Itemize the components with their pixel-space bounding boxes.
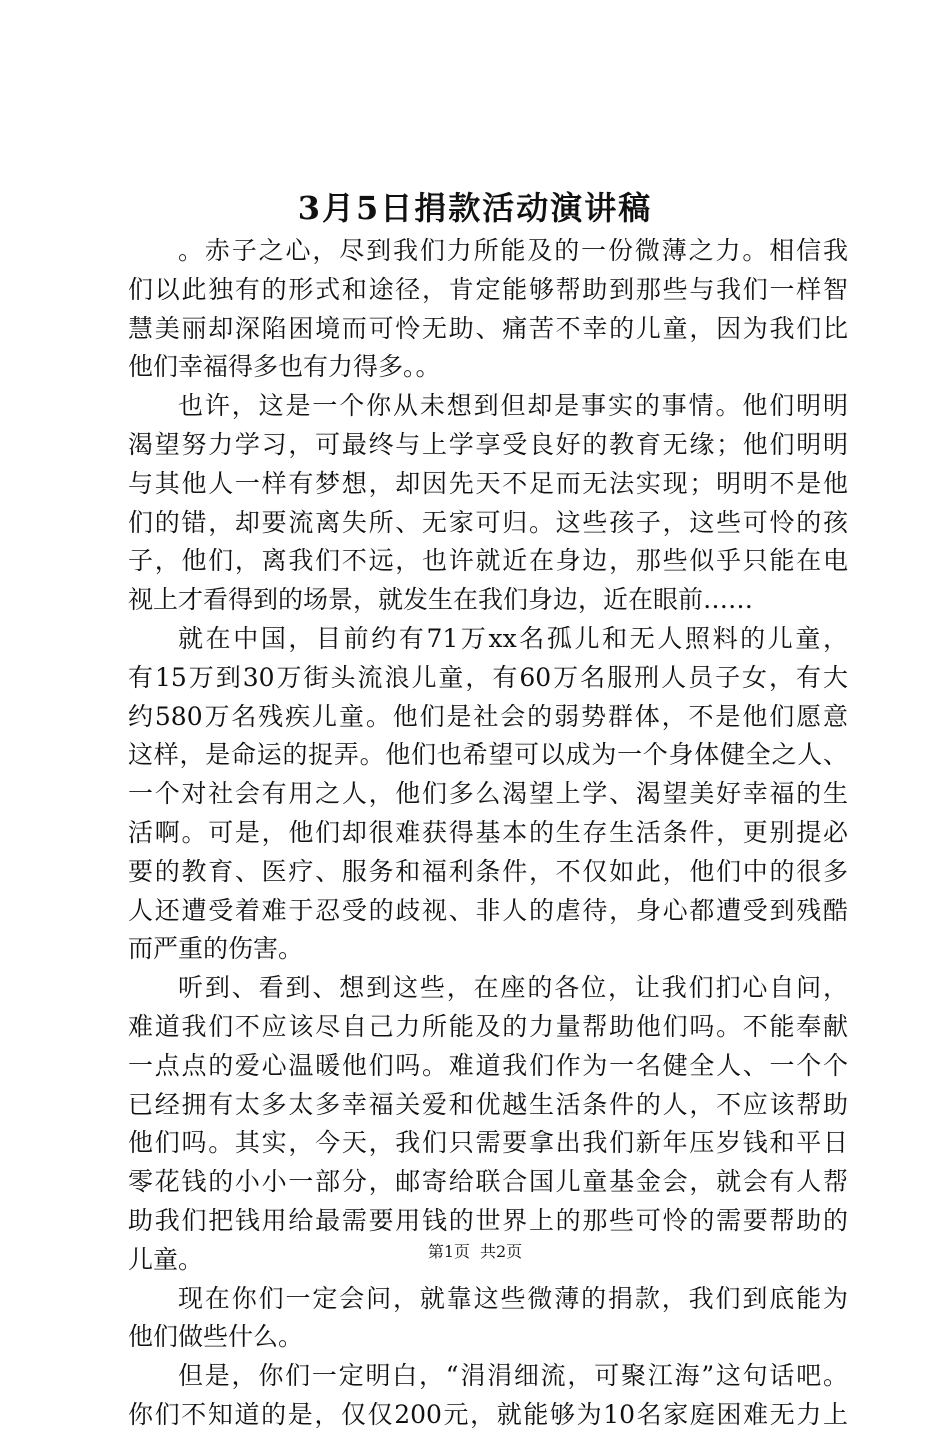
paragraph-line: 难道我们不应该尽自己力所能及的力量帮助他们吗。不能奉献: [128, 1011, 848, 1041]
page-footer: [0, 1240, 950, 1264]
paragraph-line: 有15万到30万街头流浪儿童，有60万名服刑人员子女，有大: [128, 662, 848, 692]
paragraph-line: 慧美丽却深陷困境而可怜无助、痛苦不幸的儿童，因为我们比: [128, 313, 848, 343]
paragraph-line: 助我们把钱用给最需要用钱的世界上的那些可怜的需要帮助的: [128, 1205, 848, 1235]
paragraph-line: 一点点的爱心温暖他们吗。难道我们作为一名健全人、一个个: [128, 1050, 848, 1080]
paragraph-line: 你们不知道的是，仅仅200元，就能够为10名家庭困难无力上: [128, 1399, 848, 1429]
paragraph-line: 他们做些什么。: [128, 1322, 304, 1352]
paragraph-line: 儿童。: [128, 1244, 204, 1274]
paragraph-line: 也许，这是一个你从未想到但却是事实的事情。他们明明: [178, 391, 848, 421]
paragraph-line: 要的教育、医疗、服务和福利条件，不仅如此，他们中的很多: [128, 856, 848, 886]
paragraph-line: 一个对社会有用之人，他们多么渴望上学、渴望美好幸福的生: [128, 779, 848, 809]
paragraph-line: 他们吗。其实，今天，我们只需要拿出我们新年压岁钱和平日: [128, 1128, 848, 1158]
paragraph-line: 们以此独有的形式和途径，肯定能够帮助到那些与我们一样智: [128, 274, 848, 304]
paragraph-line: 与其他人一样有梦想，却因先天不足而无法实现；明明不是他: [128, 468, 848, 498]
paragraph-line: 。赤子之心，尽到我们力所能及的一份微薄之力。相信我: [178, 236, 848, 265]
paragraph-line: 而严重的伤害。: [128, 934, 304, 964]
paragraph-line: 这样，是命运的捉弄。他们也希望可以成为一个身体健全之人、: [128, 740, 848, 770]
paragraph-line: 现在你们一定会问，就靠这些微薄的捐款，我们到底能为: [178, 1283, 848, 1313]
paragraph-line: 但是，你们一定明白，“涓涓细流，可聚江海”这句话吧。: [178, 1361, 848, 1391]
document-title: 3月5日捐款活动演讲稿: [297, 189, 653, 227]
paragraph-line: 他们幸福得多也有力得多。。: [128, 352, 441, 382]
paragraph-line: 渴望努力学习，可最终与上学享受良好的教育无缘；他们明明: [128, 429, 848, 459]
paragraph-line: 就在中国，目前约有71万xx名孤儿和无人照料的儿童，: [178, 623, 848, 653]
paragraph-line: 已经拥有太多太多幸福关爱和优越生活条件的人，不应该帮助: [128, 1089, 848, 1119]
page-number: 第1页: [427, 1242, 470, 1261]
paragraph-line: 活啊。可是，他们却很难获得基本的生存生活条件，更别提必: [128, 817, 848, 847]
paragraph-line: 视上才看得到的场景，就发生在我们身边，近在眼前……: [128, 585, 754, 615]
paragraph-line: 人还遭受着难于忍受的歧视、非人的虐待，身心都遭受到残酷: [128, 895, 848, 925]
page-total: 共2页: [480, 1242, 523, 1261]
paragraph-line: 子，他们，离我们不远，也许就近在身边，那些似乎只能在电: [128, 546, 848, 576]
paragraph-line: 零花钱的小小一部分，邮寄给联合国儿童基金会，就会有人帮: [128, 1167, 848, 1197]
paragraph-line: 约580万名残疾儿童。他们是社会的弱势群体，不是他们愿意: [128, 701, 848, 731]
paragraph-line: 听到、看到、想到这些，在座的各位，让我们扪心自问，: [178, 973, 848, 1003]
paragraph-line: 们的错，却要流离失所、无家可归。这些孩子，这些可怜的孩: [128, 507, 848, 537]
